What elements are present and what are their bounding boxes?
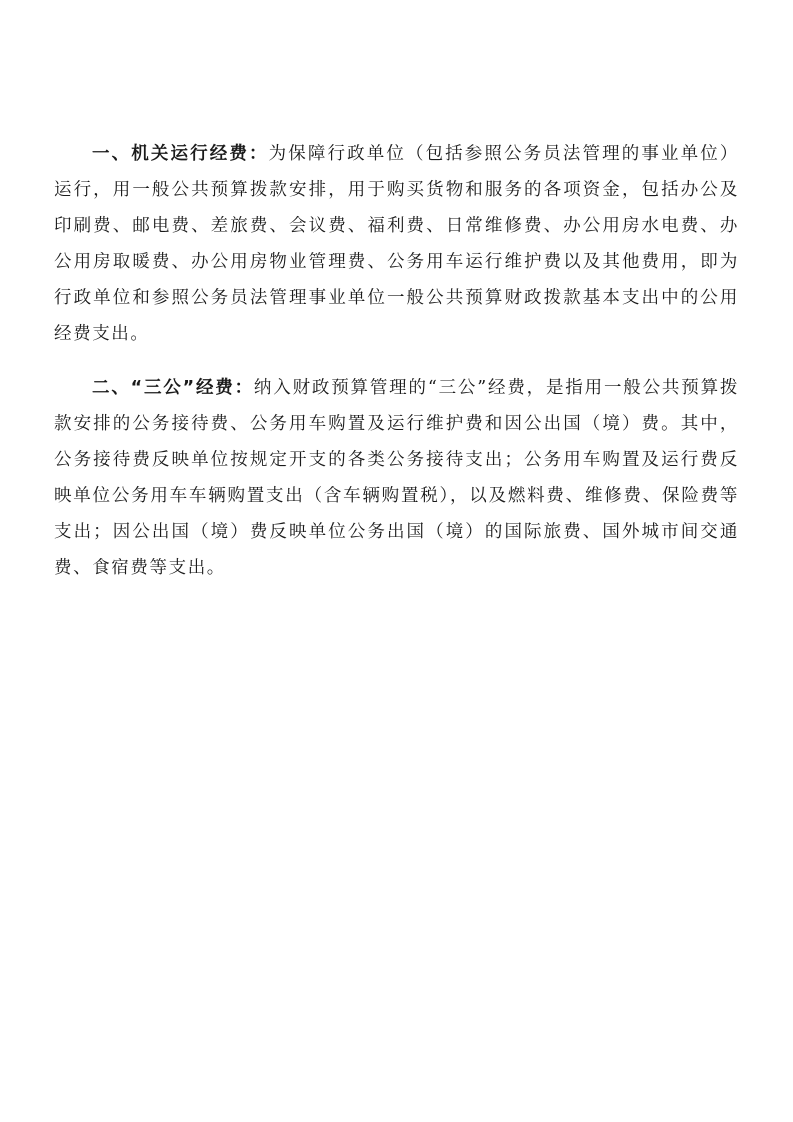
paragraph-heading: 二、“三公”经费：	[92, 378, 254, 398]
paragraph-three-public-expenses	[54, 370, 739, 586]
paragraph-text: 为保障行政单位（包括参照公务员法管理的事业单位）运行，用一般公共预算拨款安排，用于购买货物和服务的各项资金，包括办公及印刷费、邮电费、差旅费、会议费、福利费、日常维修费、办公用房水电费、办公用房取暖费、办公用房物业管理费、公务用车运行维护费以及其他费用，即为行政单位和参照公务员法管理事业单位一般公共预算财政拨款基本支出中的公用经费支出。	[54, 144, 739, 344]
paragraph-operating-expenses	[54, 136, 739, 352]
document-body	[54, 136, 739, 586]
paragraph-text: 纳入财政预算管理的“三公”经费，是指用一般公共预算拨款安排的公务接待费、公务用车购置及运行维护费和因公出国（境）费。其中，公务接待费反映单位按规定开支的各类公务接待支出；公务用车购置及运行费反映单位公务用车车辆购置支出（含车辆购置税），以及燃料费、维修费、保险费等支出；因公出国（境）费反映单位公务出国（境）的国际旅费、国外城市间交通费、食宿费等支出。	[54, 378, 739, 578]
paragraph-heading: 一、机关运行经费：	[92, 144, 269, 164]
